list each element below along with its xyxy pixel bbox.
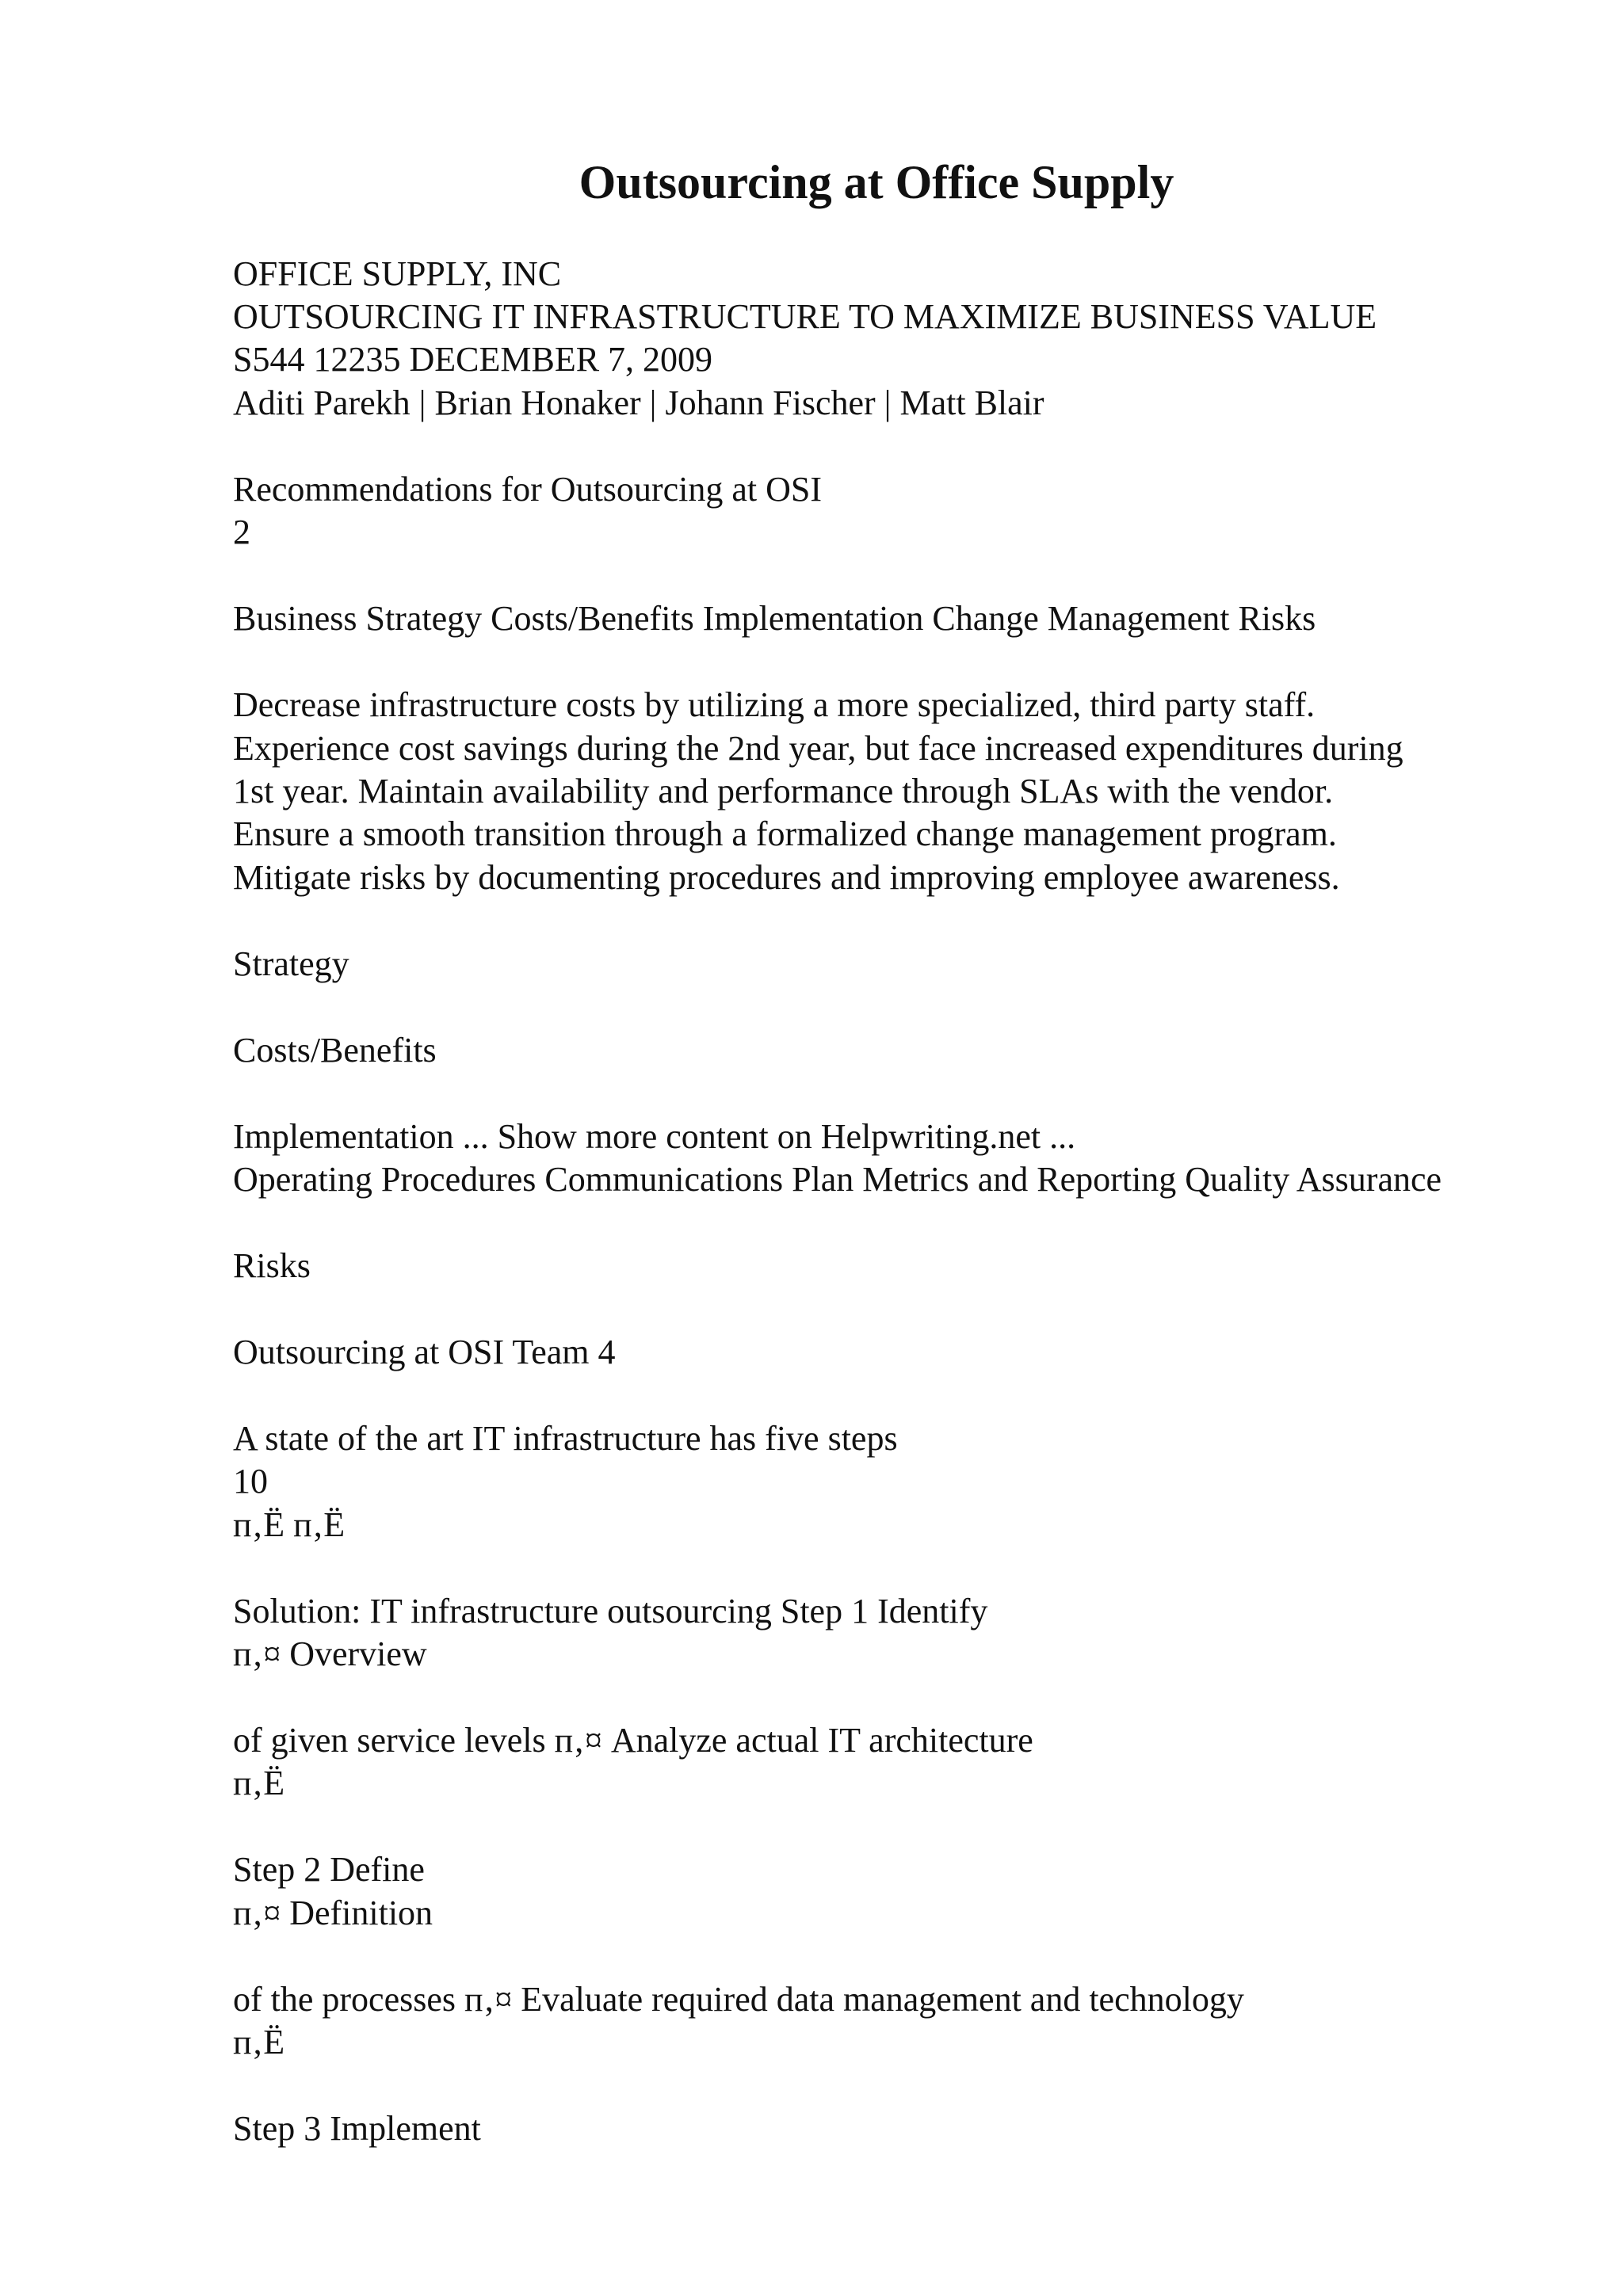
processes-line: of the processes п‚¤ Evaluate required data management and technology [233, 1980, 1244, 2019]
bullet-glyphs-3: п‚Ё [233, 2023, 285, 2061]
five-steps-line: A state of the art IT infrastructure has five steps [233, 1419, 898, 1458]
document-subtitle: OUTSOURCING IT INFRASTRUCTURE TO MAXIMIZE BUSINESS VALUE [233, 297, 1377, 336]
strategy-heading: Strategy [233, 944, 349, 983]
bullet-glyphs-2: п‚Ё [233, 1764, 285, 1802]
step-2-heading: Step 2 Define [233, 1850, 425, 1889]
summary-line-3: 1st year. Maintain availability and performance through SLAs with the vendor. [233, 772, 1334, 810]
authors: Aditi Parekh | Brian Honaker | Johann Fischer | Matt Blair [233, 383, 1044, 422]
bullet-glyphs-1: п‚Ё п‚Ё [233, 1505, 346, 1544]
topics-line: Business Strategy Costs/Benefits Implementation Change Management Risks [233, 599, 1316, 638]
document-title: Outsourcing at Office Supply [579, 156, 1174, 208]
company-name: OFFICE SUPPLY, INC [233, 254, 562, 293]
summary-line-4: Ensure a smooth transition through a formalized change management program. [233, 814, 1337, 853]
slide-number: 10 [233, 1462, 268, 1501]
summary-line-5: Mitigate risks by documenting procedures and improving employee awareness. [233, 858, 1340, 897]
procedures-line: Operating Procedures Communications Plan Metrics and Reporting Quality Assurance [233, 1160, 1442, 1199]
summary-line-1: Decrease infrastructure costs by utilizing a more specialized, third party staff. [233, 685, 1316, 724]
recommendations-heading: Recommendations for Outsourcing at OSI [233, 470, 822, 509]
course-date: S544 12235 DECEMBER 7, 2009 [233, 340, 713, 379]
team-line: Outsourcing at OSI Team 4 [233, 1333, 616, 1371]
solution-line: Solution: IT infrastructure outsourcing Step 1 Identify [233, 1592, 988, 1630]
overview-bullet: п‚¤ Overview [233, 1634, 427, 1673]
page-number: 2 [233, 513, 250, 551]
definition-bullet: п‚¤ Definition [233, 1894, 433, 1932]
risks-heading: Risks [233, 1246, 311, 1285]
step-3-heading: Step 3 Implement [233, 2109, 481, 2148]
service-levels-line: of given service levels п‚¤ Analyze actual IT architecture [233, 1721, 1033, 1760]
implementation-heading: Implementation ... Show more content on Helpwriting.net ... [233, 1117, 1076, 1156]
summary-line-2: Experience cost savings during the 2nd year, but face increased expenditures during [233, 729, 1403, 768]
costs-benefits-heading: Costs/Benefits [233, 1031, 437, 1070]
